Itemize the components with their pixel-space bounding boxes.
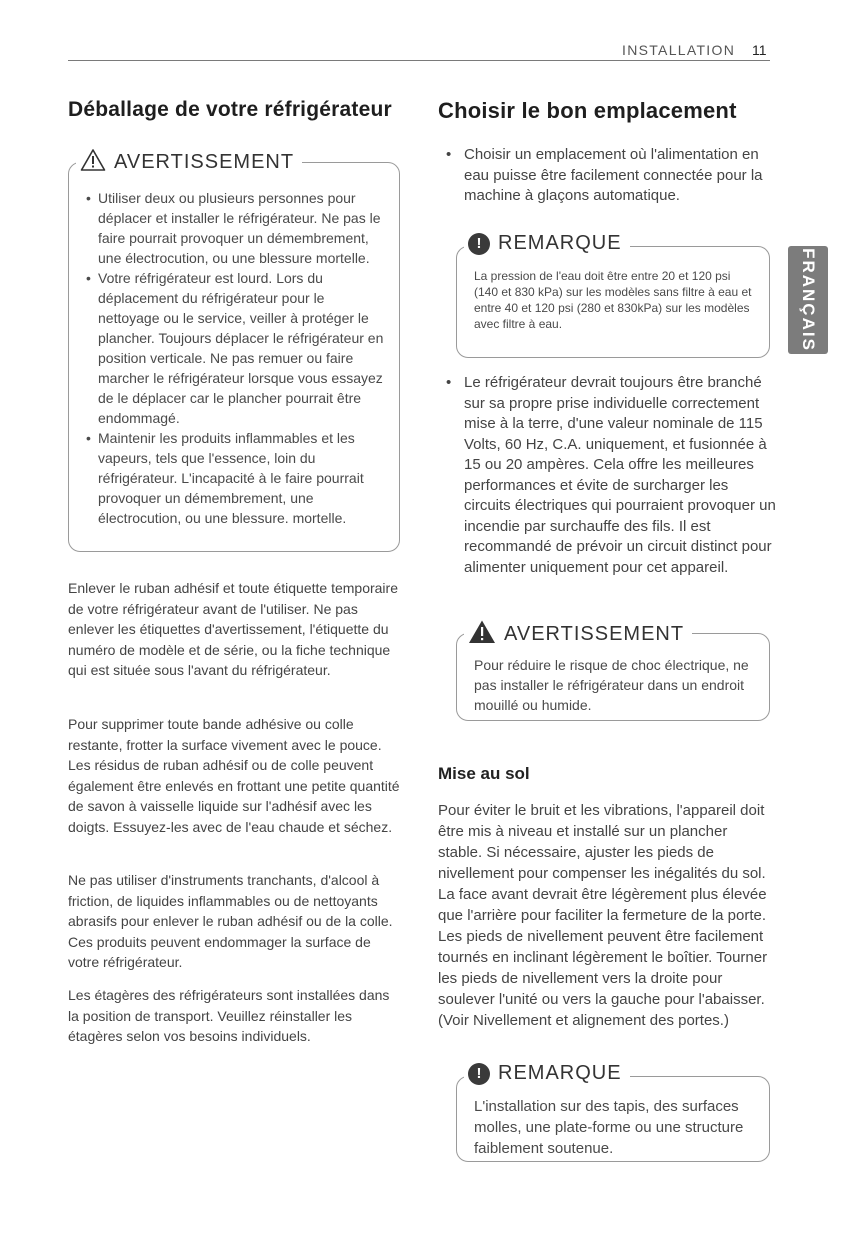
note-box-title: REMARQUE <box>498 232 622 254</box>
warning-box-header <box>76 148 302 177</box>
paragraph-no-sharp-tools: Ne pas utiliser d'instruments tranchants, d'alcool à friction, de liquides inflammables ou de nettoyants abrasifs pour enlever le ruban adhésif ou de la colle. Ces produits peuvent endommager la surface de votre réfrigérateur. <box>68 872 393 970</box>
paragraph-leveling: Pour éviter le bruit et les vibrations, l'appareil doit être mis à niveau et installé sur un plancher stable. Si nécessaire, ajuster les pieds de nivellement pour compenser les inégalités du sol. La face avant devrait être légèrement plus élevée que l'arrière pour faciliter la fermeture de la porte. Les pieds de nivellement peuvent être facilement tournés en inclinant légèrement le boîtier. Tourner les pieds de nivellement vers la droite pour soulever l'unité ou vers la gauche pour l'abaisser. (Voir Nivellement et alignement des portes.) <box>438 802 768 1029</box>
note-text: L'installation sur des tapis, des surfaces molles, une plate-forme ou une structure faiblement soutenue. <box>474 1098 744 1157</box>
note-box-content <box>474 1096 756 1159</box>
language-tab-label: FRANÇAIS <box>799 248 818 352</box>
warning-box-title: AVERTISSEMENT <box>114 151 295 173</box>
header-section-title: INSTALLATION <box>622 42 736 58</box>
bullet-electrical-outlet: • Le réfrigérateur devrait toujours être branché sur sa propre prise individuelle correctement mise à la terre, d'une valeur nominale de 115 Volts, 60 Hz, C.A. uniquement, et fusionnée à 15 ou 20 ampères. Cela offre les meilleures performances et évite de surcharger les circuits électriques qui pourraient provoquer un incendie par surchauffe des fils. Il est recommandé de prévoir un circuit distinct pour alimenter uniquement pour cet appareil. <box>446 373 776 578</box>
warning-triangle-icon <box>468 619 496 650</box>
warning-list-item: • Maintenir les produits inflammables et les vapeurs, tels que l'essence, loin du réfrigérateur. L'incapacité à le faire pourrait provoquer un démembrement, une électrocution, ou une blessure. mortelle. <box>86 428 386 528</box>
warning-box-unpacking <box>68 151 400 552</box>
bullet-water-supply: • Choisir un emplacement où l'alimentation en eau puisse être facilement connectée pour la machine à glaçons automatique. <box>446 145 776 207</box>
paragraph-remove-tape: Enlever le ruban adhésif et toute étiquette temporaire de votre réfrigérateur avant de l'utiliser. Ne pas enlever les étiquettes d'avertissement, l'étiquette du numéro de modèle et de série, ou la fiche technique qui est située sous l'avant du réfrigérateur. <box>68 580 398 678</box>
note-box-header <box>464 1062 630 1085</box>
location-bullets-1 <box>446 145 776 207</box>
language-tab <box>788 246 828 354</box>
warning-box-content <box>86 188 386 528</box>
warning-list-item: • Utiliser deux ou plusieurs personnes pour déplacer et installer le réfrigérateur. Ne pas le faire pourrait provoquer un démembrement, une électrocution, ou une blessure mortelle. <box>86 188 386 268</box>
header-rule <box>68 60 770 61</box>
warning-box-header <box>464 619 692 650</box>
note-box-content <box>474 268 756 332</box>
note-box-header <box>464 232 630 255</box>
page-number: 11 <box>752 42 767 58</box>
warning-text: Pour réduire le risque de choc électrique, ne pas installer le réfrigérateur dans un endroit mouillé ou humide. <box>474 657 749 713</box>
note-box-title: REMARQUE <box>498 1062 622 1084</box>
location-bullets-2 <box>446 373 776 578</box>
warning-box-electrical <box>456 623 770 721</box>
note-exclamation-icon: ! <box>468 233 490 255</box>
left-section-title: Déballage de votre réfrigérateur <box>68 98 392 121</box>
subsection-title: Mise au sol <box>438 764 530 783</box>
paragraph-shelves: Les étagères des réfrigérateurs sont installées dans la position de transport. Veuillez réinstaller les étagères selon vos besoins individuels. <box>68 987 390 1044</box>
note-text: La pression de l'eau doit être entre 20 et 120 psi (140 et 830 kPa) sur les modèles sans filtre à eau et entre 40 et 120 psi (280 et 830kPa) sur les modèles avec filtre à eau. <box>474 269 752 331</box>
paragraph-adhesive-residue: Pour supprimer toute bande adhésive ou colle restante, frotter la surface vivement avec le pouce. Les résidus de ruban adhésif ou de colle peuvent également être enlevés en frottant une petite quantité de savon à vaisselle liquide sur l'adhésif avec les doigts. Essuyez-les avec de l'eau chaude et séchez. <box>68 716 400 835</box>
warning-list <box>86 188 386 528</box>
warning-list-item: • Votre réfrigérateur est lourd. Lors du déplacement du réfrigérateur pour le nettoyage ou le service, veiller à protéger le plancher. Toujours déplacer le réfrigérateur en position verticale. Ne pas remuer ou faire marcher le réfrigérateur lorsque vous essayez de le déplacer car le plancher pourrait être endommagé. <box>86 268 386 428</box>
warning-triangle-icon <box>80 148 106 177</box>
note-box-water-pressure <box>456 232 770 358</box>
warning-box-title: AVERTISSEMENT <box>504 623 685 645</box>
right-section-title: Choisir le bon emplacement <box>438 98 737 123</box>
note-box-flooring <box>456 1062 770 1162</box>
warning-box-content <box>474 655 756 715</box>
note-exclamation-icon: ! <box>468 1063 490 1085</box>
